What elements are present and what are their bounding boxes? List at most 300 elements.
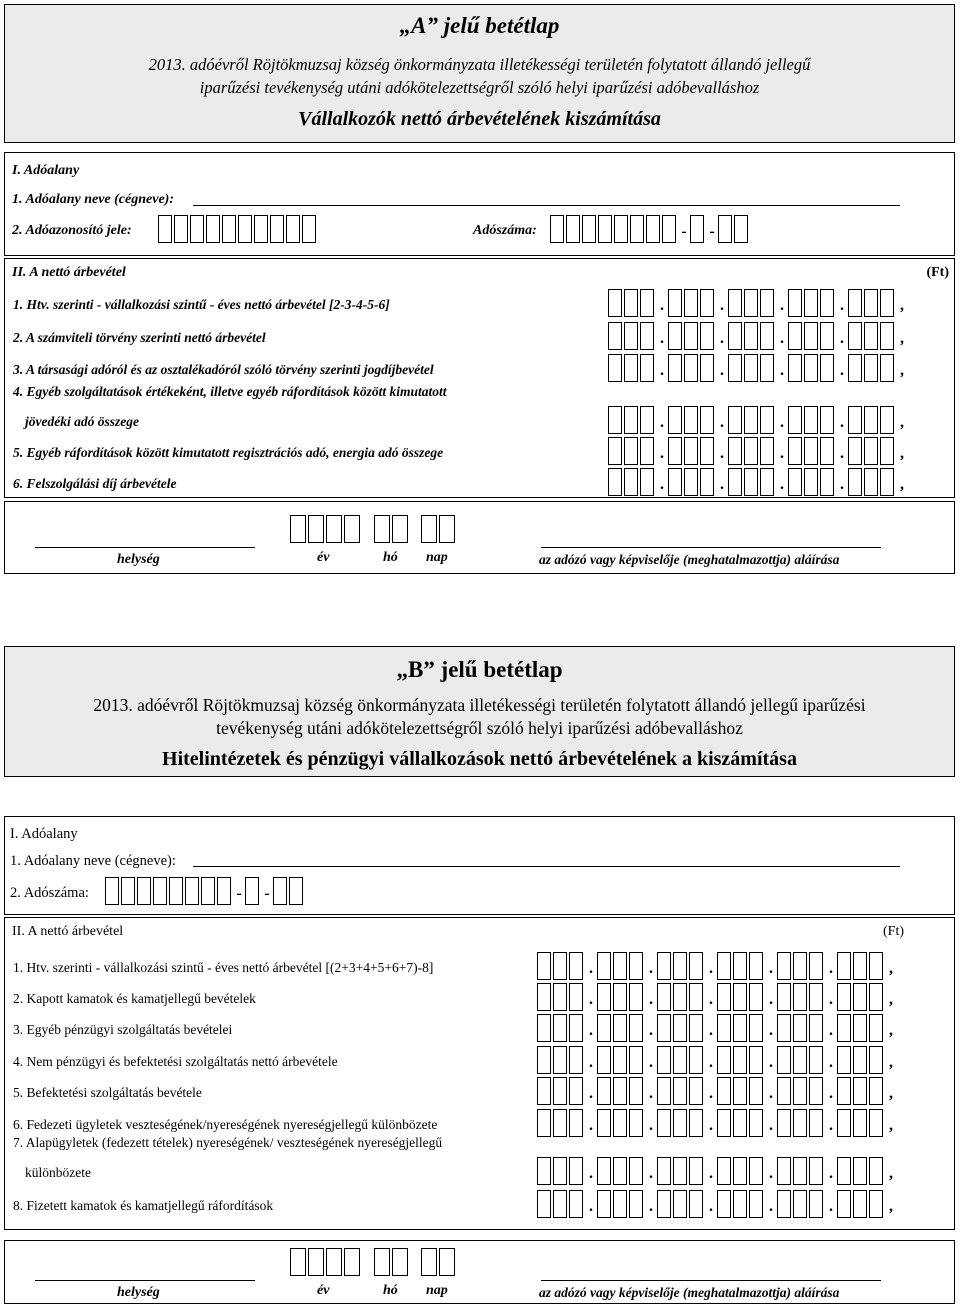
digit-box[interactable]	[326, 515, 342, 543]
month-boxes[interactable]	[374, 1248, 410, 1278]
digit-box[interactable]	[728, 354, 742, 382]
digit-box[interactable]	[206, 215, 220, 243]
digit-box[interactable]	[793, 1014, 807, 1042]
digit-box[interactable]	[804, 406, 818, 434]
digit-box[interactable]	[629, 1190, 643, 1218]
digit-box[interactable]	[684, 468, 698, 496]
digit-box[interactable]	[640, 289, 654, 317]
digit-box[interactable]	[690, 215, 704, 243]
digit-box[interactable]	[717, 1077, 731, 1105]
digit-box[interactable]	[553, 1157, 567, 1185]
digit-box[interactable]	[777, 1046, 791, 1074]
digit-box[interactable]	[657, 1109, 671, 1137]
digit-box[interactable]	[290, 515, 306, 543]
digit-box[interactable]	[613, 1109, 627, 1137]
digit-box[interactable]	[749, 952, 763, 980]
digit-box[interactable]	[657, 1190, 671, 1218]
digit-box[interactable]	[290, 1248, 306, 1276]
digit-box[interactable]	[760, 354, 774, 382]
digit-box[interactable]	[749, 1190, 763, 1218]
digit-box[interactable]	[804, 354, 818, 382]
digit-box[interactable]	[744, 322, 758, 350]
digit-box[interactable]	[673, 1157, 687, 1185]
digit-box[interactable]	[624, 406, 638, 434]
digit-box[interactable]	[673, 952, 687, 980]
digit-box[interactable]	[613, 1190, 627, 1218]
digit-box[interactable]	[657, 1014, 671, 1042]
digit-box[interactable]	[880, 468, 894, 496]
digit-box[interactable]	[853, 1109, 867, 1137]
digit-box[interactable]	[848, 406, 862, 434]
digit-box[interactable]	[689, 1014, 703, 1042]
digit-box[interactable]	[700, 322, 714, 350]
amount-boxes[interactable]	[537, 1077, 897, 1107]
digit-box[interactable]	[864, 354, 878, 382]
digit-box[interactable]	[392, 1248, 408, 1276]
digit-box[interactable]	[597, 1046, 611, 1074]
digit-box[interactable]	[668, 406, 682, 434]
digit-box[interactable]	[837, 952, 851, 980]
digit-box[interactable]	[728, 289, 742, 317]
digit-box[interactable]	[728, 437, 742, 465]
amount-boxes[interactable]	[537, 952, 897, 982]
digit-box[interactable]	[788, 406, 802, 434]
digit-box[interactable]	[848, 437, 862, 465]
digit-box[interactable]	[733, 1109, 747, 1137]
digit-box[interactable]	[760, 406, 774, 434]
digit-box[interactable]	[880, 437, 894, 465]
digit-box[interactable]	[749, 1077, 763, 1105]
digit-box[interactable]	[777, 1077, 791, 1105]
digit-box[interactable]	[744, 354, 758, 382]
digit-box[interactable]	[700, 468, 714, 496]
signature-field[interactable]	[541, 547, 881, 548]
digit-box[interactable]	[733, 1046, 747, 1074]
digit-box[interactable]	[174, 215, 188, 243]
digit-box[interactable]	[760, 468, 774, 496]
digit-box[interactable]	[717, 1157, 731, 1185]
digit-box[interactable]	[853, 952, 867, 980]
place-field[interactable]	[35, 1280, 255, 1281]
digit-box[interactable]	[613, 1077, 627, 1105]
digit-box[interactable]	[804, 468, 818, 496]
digit-box[interactable]	[374, 1248, 390, 1276]
digit-box[interactable]	[308, 1248, 324, 1276]
digit-box[interactable]	[169, 877, 183, 905]
digit-box[interactable]	[809, 1190, 823, 1218]
digit-box[interactable]	[238, 215, 252, 243]
digit-box[interactable]	[744, 468, 758, 496]
digit-box[interactable]	[853, 1014, 867, 1042]
digit-box[interactable]	[848, 468, 862, 496]
digit-box[interactable]	[308, 515, 324, 543]
digit-box[interactable]	[733, 1014, 747, 1042]
year-boxes[interactable]	[290, 515, 362, 545]
digit-box[interactable]	[537, 1077, 551, 1105]
amount-boxes[interactable]	[608, 437, 908, 467]
amount-boxes[interactable]	[537, 1190, 897, 1220]
digit-box[interactable]	[777, 1014, 791, 1042]
digit-box[interactable]	[880, 289, 894, 317]
digit-box[interactable]	[777, 1157, 791, 1185]
digit-box[interactable]	[608, 437, 622, 465]
digit-box[interactable]	[700, 354, 714, 382]
digit-box[interactable]	[788, 354, 802, 382]
digit-box[interactable]	[421, 515, 437, 543]
digit-box[interactable]	[553, 1014, 567, 1042]
amount-boxes[interactable]	[537, 1014, 897, 1044]
digit-box[interactable]	[777, 952, 791, 980]
tax-number-boxes[interactable]	[550, 215, 750, 245]
digit-box[interactable]	[684, 437, 698, 465]
digit-box[interactable]	[777, 983, 791, 1011]
digit-box[interactable]	[820, 406, 834, 434]
digit-box[interactable]	[837, 1046, 851, 1074]
digit-box[interactable]	[421, 1248, 437, 1276]
digit-box[interactable]	[537, 983, 551, 1011]
digit-box[interactable]	[657, 1157, 671, 1185]
digit-box[interactable]	[689, 1077, 703, 1105]
amount-boxes[interactable]	[537, 1157, 897, 1187]
digit-box[interactable]	[158, 215, 172, 243]
digit-box[interactable]	[820, 437, 834, 465]
digit-box[interactable]	[374, 515, 390, 543]
digit-box[interactable]	[153, 877, 167, 905]
digit-box[interactable]	[788, 322, 802, 350]
digit-box[interactable]	[624, 437, 638, 465]
digit-box[interactable]	[624, 354, 638, 382]
digit-box[interactable]	[553, 1190, 567, 1218]
taxpayer-name-field[interactable]	[193, 866, 900, 867]
digit-box[interactable]	[793, 1157, 807, 1185]
digit-box[interactable]	[749, 983, 763, 1011]
place-field[interactable]	[35, 547, 255, 548]
digit-box[interactable]	[673, 1190, 687, 1218]
digit-box[interactable]	[608, 289, 622, 317]
digit-box[interactable]	[121, 877, 135, 905]
digit-box[interactable]	[286, 215, 300, 243]
digit-box[interactable]	[613, 1157, 627, 1185]
digit-box[interactable]	[749, 1046, 763, 1074]
digit-box[interactable]	[760, 322, 774, 350]
digit-box[interactable]	[569, 983, 583, 1011]
digit-box[interactable]	[869, 1077, 883, 1105]
digit-box[interactable]	[613, 952, 627, 980]
digit-box[interactable]	[629, 1014, 643, 1042]
digit-box[interactable]	[848, 289, 862, 317]
digit-box[interactable]	[344, 515, 360, 543]
digit-box[interactable]	[537, 1157, 551, 1185]
digit-box[interactable]	[809, 983, 823, 1011]
digit-box[interactable]	[613, 1014, 627, 1042]
digit-box[interactable]	[809, 1109, 823, 1137]
digit-box[interactable]	[793, 1109, 807, 1137]
digit-box[interactable]	[820, 289, 834, 317]
amount-boxes[interactable]	[537, 983, 897, 1013]
digit-box[interactable]	[566, 215, 580, 243]
digit-box[interactable]	[105, 877, 119, 905]
amount-boxes[interactable]	[537, 1046, 897, 1076]
digit-box[interactable]	[668, 354, 682, 382]
digit-box[interactable]	[217, 877, 231, 905]
digit-box[interactable]	[718, 215, 732, 243]
digit-box[interactable]	[837, 983, 851, 1011]
digit-box[interactable]	[728, 322, 742, 350]
digit-box[interactable]	[749, 1109, 763, 1137]
digit-box[interactable]	[760, 437, 774, 465]
digit-box[interactable]	[302, 215, 316, 243]
digit-box[interactable]	[553, 1046, 567, 1074]
digit-box[interactable]	[869, 1109, 883, 1137]
amount-boxes[interactable]	[537, 1109, 897, 1139]
digit-box[interactable]	[640, 354, 654, 382]
digit-box[interactable]	[608, 322, 622, 350]
digit-box[interactable]	[597, 1157, 611, 1185]
digit-box[interactable]	[717, 952, 731, 980]
digit-box[interactable]	[793, 952, 807, 980]
digit-box[interactable]	[793, 1190, 807, 1218]
digit-box[interactable]	[201, 877, 215, 905]
digit-box[interactable]	[569, 1014, 583, 1042]
digit-box[interactable]	[640, 468, 654, 496]
digit-box[interactable]	[537, 952, 551, 980]
month-boxes[interactable]	[374, 515, 410, 545]
digit-box[interactable]	[689, 952, 703, 980]
digit-box[interactable]	[717, 1190, 731, 1218]
year-boxes[interactable]	[290, 1248, 362, 1278]
digit-box[interactable]	[657, 1077, 671, 1105]
digit-box[interactable]	[569, 1077, 583, 1105]
digit-box[interactable]	[853, 1046, 867, 1074]
digit-box[interactable]	[569, 1157, 583, 1185]
amount-boxes[interactable]	[608, 322, 908, 352]
digit-box[interactable]	[537, 1046, 551, 1074]
amount-boxes[interactable]	[608, 406, 908, 436]
digit-box[interactable]	[553, 952, 567, 980]
digit-box[interactable]	[717, 983, 731, 1011]
digit-box[interactable]	[733, 1157, 747, 1185]
digit-box[interactable]	[689, 983, 703, 1011]
digit-box[interactable]	[137, 877, 151, 905]
digit-box[interactable]	[733, 983, 747, 1011]
digit-box[interactable]	[344, 1248, 360, 1276]
amount-boxes[interactable]	[608, 354, 908, 384]
digit-box[interactable]	[537, 1109, 551, 1137]
digit-box[interactable]	[744, 437, 758, 465]
digit-box[interactable]	[640, 406, 654, 434]
digit-box[interactable]	[553, 983, 567, 1011]
digit-box[interactable]	[689, 1157, 703, 1185]
digit-box[interactable]	[853, 1157, 867, 1185]
digit-box[interactable]	[760, 289, 774, 317]
digit-box[interactable]	[777, 1190, 791, 1218]
amount-boxes[interactable]	[608, 468, 908, 498]
digit-box[interactable]	[270, 215, 284, 243]
digit-box[interactable]	[809, 1046, 823, 1074]
digit-box[interactable]	[853, 983, 867, 1011]
digit-box[interactable]	[869, 1046, 883, 1074]
digit-box[interactable]	[820, 322, 834, 350]
digit-box[interactable]	[569, 1046, 583, 1074]
digit-box[interactable]	[700, 437, 714, 465]
digit-box[interactable]	[657, 983, 671, 1011]
digit-box[interactable]	[624, 289, 638, 317]
digit-box[interactable]	[869, 952, 883, 980]
digit-box[interactable]	[629, 1077, 643, 1105]
digit-box[interactable]	[597, 952, 611, 980]
digit-box[interactable]	[788, 289, 802, 317]
digit-box[interactable]	[624, 322, 638, 350]
digit-box[interactable]	[689, 1109, 703, 1137]
digit-box[interactable]	[880, 406, 894, 434]
amount-boxes[interactable]	[608, 289, 908, 319]
digit-box[interactable]	[864, 468, 878, 496]
digit-box[interactable]	[820, 468, 834, 496]
digit-box[interactable]	[629, 983, 643, 1011]
digit-box[interactable]	[569, 1109, 583, 1137]
digit-box[interactable]	[668, 322, 682, 350]
digit-box[interactable]	[222, 215, 236, 243]
digit-box[interactable]	[646, 215, 660, 243]
digit-box[interactable]	[569, 1190, 583, 1218]
digit-box[interactable]	[439, 515, 455, 543]
digit-box[interactable]	[809, 1077, 823, 1105]
digit-box[interactable]	[392, 515, 408, 543]
digit-box[interactable]	[684, 322, 698, 350]
digit-box[interactable]	[820, 354, 834, 382]
digit-box[interactable]	[733, 1077, 747, 1105]
digit-box[interactable]	[869, 983, 883, 1011]
digit-box[interactable]	[869, 1190, 883, 1218]
digit-box[interactable]	[673, 1046, 687, 1074]
digit-box[interactable]	[439, 1248, 455, 1276]
digit-box[interactable]	[657, 1046, 671, 1074]
digit-box[interactable]	[717, 1046, 731, 1074]
digit-box[interactable]	[848, 354, 862, 382]
digit-box[interactable]	[804, 322, 818, 350]
digit-box[interactable]	[744, 289, 758, 317]
digit-box[interactable]	[809, 952, 823, 980]
digit-box[interactable]	[689, 1046, 703, 1074]
digit-box[interactable]	[717, 1014, 731, 1042]
digit-box[interactable]	[640, 322, 654, 350]
digit-box[interactable]	[614, 215, 628, 243]
digit-box[interactable]	[553, 1077, 567, 1105]
digit-box[interactable]	[848, 322, 862, 350]
digit-box[interactable]	[793, 1046, 807, 1074]
digit-box[interactable]	[689, 1190, 703, 1218]
digit-box[interactable]	[700, 289, 714, 317]
digit-box[interactable]	[837, 1077, 851, 1105]
digit-box[interactable]	[700, 406, 714, 434]
digit-box[interactable]	[553, 1109, 567, 1137]
digit-box[interactable]	[629, 952, 643, 980]
digit-box[interactable]	[550, 215, 564, 243]
digit-box[interactable]	[640, 437, 654, 465]
digit-box[interactable]	[837, 1190, 851, 1218]
digit-box[interactable]	[793, 983, 807, 1011]
digit-box[interactable]	[662, 215, 676, 243]
day-boxes[interactable]	[421, 1248, 457, 1278]
digit-box[interactable]	[717, 1109, 731, 1137]
digit-box[interactable]	[728, 406, 742, 434]
digit-box[interactable]	[673, 1014, 687, 1042]
digit-box[interactable]	[613, 983, 627, 1011]
tax-number-boxes[interactable]	[105, 877, 305, 907]
digit-box[interactable]	[734, 215, 748, 243]
digit-box[interactable]	[880, 354, 894, 382]
digit-box[interactable]	[608, 354, 622, 382]
digit-box[interactable]	[245, 877, 259, 905]
digit-box[interactable]	[613, 1046, 627, 1074]
digit-box[interactable]	[629, 1109, 643, 1137]
digit-box[interactable]	[837, 1109, 851, 1137]
digit-box[interactable]	[289, 877, 303, 905]
digit-box[interactable]	[597, 983, 611, 1011]
digit-box[interactable]	[668, 468, 682, 496]
digit-box[interactable]	[326, 1248, 342, 1276]
digit-box[interactable]	[597, 1077, 611, 1105]
digit-box[interactable]	[608, 468, 622, 496]
digit-box[interactable]	[190, 215, 204, 243]
digit-box[interactable]	[744, 406, 758, 434]
digit-box[interactable]	[668, 289, 682, 317]
tax-id-boxes[interactable]	[158, 215, 318, 245]
digit-box[interactable]	[273, 877, 287, 905]
digit-box[interactable]	[537, 1014, 551, 1042]
digit-box[interactable]	[733, 1190, 747, 1218]
digit-box[interactable]	[629, 1046, 643, 1074]
digit-box[interactable]	[864, 437, 878, 465]
digit-box[interactable]	[569, 952, 583, 980]
digit-box[interactable]	[673, 983, 687, 1011]
digit-box[interactable]	[864, 406, 878, 434]
digit-box[interactable]	[608, 406, 622, 434]
digit-box[interactable]	[777, 1109, 791, 1137]
digit-box[interactable]	[673, 1077, 687, 1105]
signature-field[interactable]	[541, 1280, 881, 1281]
digit-box[interactable]	[749, 1014, 763, 1042]
digit-box[interactable]	[864, 322, 878, 350]
digit-box[interactable]	[537, 1190, 551, 1218]
digit-box[interactable]	[598, 215, 612, 243]
digit-box[interactable]	[668, 437, 682, 465]
digit-box[interactable]	[185, 877, 199, 905]
digit-box[interactable]	[582, 215, 596, 243]
digit-box[interactable]	[793, 1077, 807, 1105]
digit-box[interactable]	[837, 1157, 851, 1185]
digit-box[interactable]	[804, 437, 818, 465]
digit-box[interactable]	[853, 1077, 867, 1105]
digit-box[interactable]	[864, 289, 878, 317]
digit-box[interactable]	[880, 322, 894, 350]
digit-box[interactable]	[629, 1157, 643, 1185]
digit-box[interactable]	[624, 468, 638, 496]
digit-box[interactable]	[804, 289, 818, 317]
digit-box[interactable]	[630, 215, 644, 243]
digit-box[interactable]	[788, 437, 802, 465]
digit-box[interactable]	[853, 1190, 867, 1218]
taxpayer-name-field[interactable]	[193, 205, 900, 206]
digit-box[interactable]	[788, 468, 802, 496]
digit-box[interactable]	[837, 1014, 851, 1042]
digit-box[interactable]	[684, 406, 698, 434]
digit-box[interactable]	[809, 1014, 823, 1042]
digit-box[interactable]	[597, 1190, 611, 1218]
digit-box[interactable]	[869, 1157, 883, 1185]
digit-box[interactable]	[684, 354, 698, 382]
digit-box[interactable]	[254, 215, 268, 243]
